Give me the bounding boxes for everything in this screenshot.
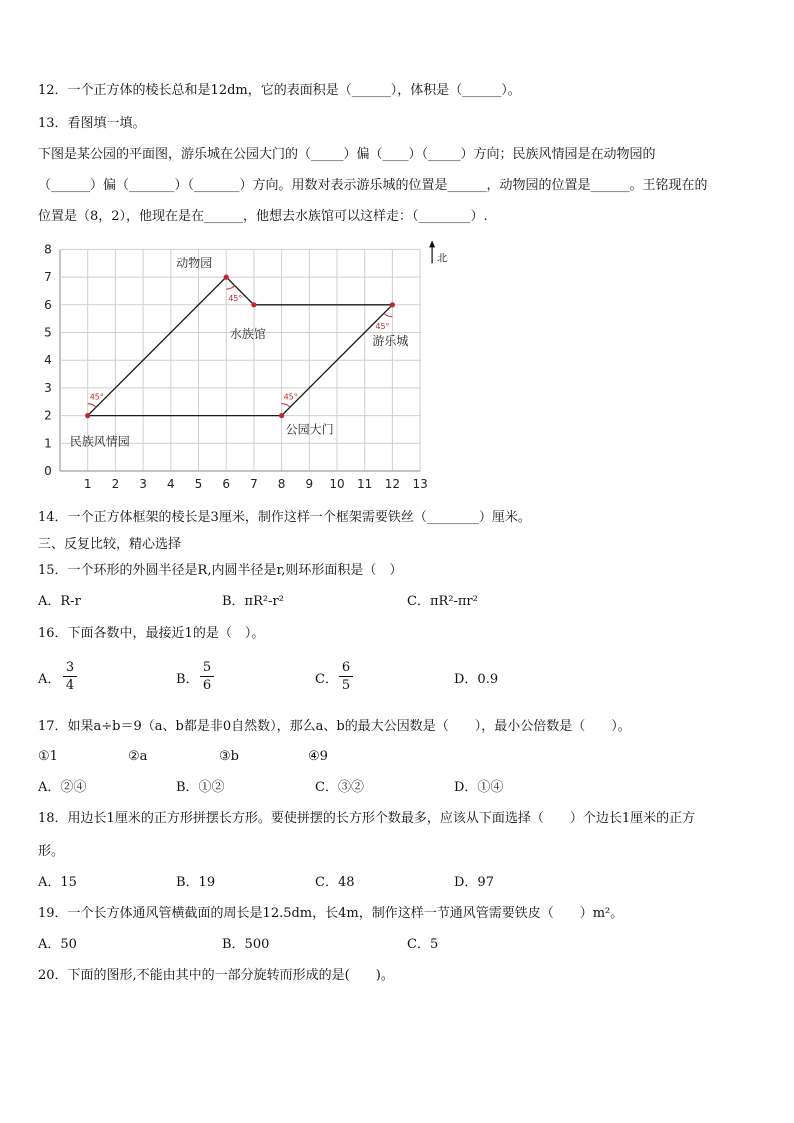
angle-arc	[88, 404, 97, 408]
angle-label: 45°	[375, 321, 390, 331]
q15-option-c[interactable]: C．πR²-πr²	[407, 594, 478, 609]
x-tick-label: 6	[222, 477, 231, 491]
q17-option-a[interactable]: A．②④	[38, 780, 87, 795]
fraction-numerator: 5	[202, 660, 212, 675]
question-14: 14．一个正方体框架的棱长是3厘米，制作这样一个框架需要铁丝（________）厘米。	[38, 510, 531, 525]
y-tick-label: 8	[44, 242, 52, 257]
location-point	[279, 413, 284, 418]
question-16: 16．下面各数中，最接近1的是（ ）。	[38, 626, 265, 641]
fraction-denominator: 5	[341, 678, 351, 693]
x-tick-label: 4	[166, 477, 175, 491]
y-tick-label: 4	[44, 353, 52, 368]
location-label: 公园大门	[285, 422, 334, 437]
question-20: 20．下面的图形,不能由其中的一部分旋转而形成的是( )。	[38, 968, 394, 983]
question-13-line-1: 下图是某公园的平面图，游乐城在公园大门的（_____）偏（____）（_____）方向；民族风情园是在动物园的	[38, 147, 656, 162]
q17-item-3: ③b	[219, 749, 239, 764]
question-15: 15．一个环形的外圆半径是R,内圆半径是r,则环形面积是（ ）	[38, 563, 403, 578]
q16-option-d[interactable]: D．0.9	[454, 672, 499, 687]
section-3-heading: 三、反复比较，精心选择	[38, 537, 182, 552]
x-tick-label: 1	[83, 477, 92, 491]
q18-option-a[interactable]: A．15	[38, 875, 77, 890]
fraction-numerator: 6	[341, 660, 351, 675]
q18-option-d[interactable]: D．97	[454, 875, 494, 890]
q17-item-2: ②a	[128, 749, 148, 764]
angle-label: 45°	[89, 392, 104, 402]
x-tick-label: 12	[384, 477, 401, 491]
angle-label: 45°	[228, 294, 243, 304]
question-12: 12．一个正方体的棱长总和是12dm，它的表面积是（______），体积是（______）。	[38, 83, 521, 98]
y-tick-label: 3	[44, 380, 52, 395]
q19-option-c[interactable]: C．5	[407, 937, 439, 952]
y-tick-label: 7	[44, 270, 52, 285]
angle-arc	[226, 286, 235, 290]
question-18-line-2: 形。	[38, 844, 65, 859]
north-label: 北	[437, 253, 448, 265]
q18-option-c[interactable]: C．48	[315, 875, 355, 890]
x-tick-label: 10	[329, 477, 345, 491]
location-label: 民族风情园	[69, 434, 130, 449]
question-13-title: 13．看图填一填。	[38, 116, 146, 131]
y-tick-label: 6	[44, 297, 52, 312]
location-label: 动物园	[176, 256, 213, 271]
location-point	[85, 413, 90, 418]
question-18-line-1: 18．用边长1厘米的正方形拼摆长方形。要使拼摆的长方形个数最多，应该从下面选择（ ）个边长1厘米的正方	[38, 811, 696, 826]
location-label: 水族馆	[229, 326, 266, 341]
q16-option-b-fraction	[200, 660, 214, 693]
q17-option-d[interactable]: D．①④	[454, 780, 504, 795]
question-17: 17．如果a÷b＝9（a、b都是非0自然数），那么a、b的最大公因数是（ ），最小公倍数是（ ）。	[38, 719, 631, 734]
q15-option-a[interactable]: A．R-r	[38, 594, 81, 609]
location-point	[224, 275, 229, 280]
location-point	[251, 302, 256, 307]
q16-option-a-label[interactable]: A．	[38, 672, 61, 687]
q17-item-4: ④9	[308, 749, 328, 764]
question-19: 19．一个长方体通风管横截面的周长是12.5dm，长4m，制作这样一节通风管需要铁皮（ ）m²。	[38, 906, 624, 921]
y-tick-label: 0	[44, 464, 52, 478]
q19-option-b[interactable]: B．500	[222, 937, 270, 952]
location-label: 游乐城	[372, 333, 409, 348]
q16-option-c-label[interactable]: C．	[315, 672, 338, 687]
q17-option-c[interactable]: C．③②	[315, 780, 364, 795]
q19-option-a[interactable]: A．50	[38, 937, 77, 952]
x-tick-label: 9	[305, 477, 314, 491]
angle-arc	[282, 404, 291, 408]
location-point	[390, 302, 395, 307]
y-tick-label: 2	[44, 408, 52, 423]
q16-option-a-fraction	[63, 660, 77, 693]
north-arrow-icon	[429, 240, 435, 247]
q18-option-b[interactable]: B．19	[176, 875, 216, 890]
question-13-line-2: （______）偏（_______）（_______）方向。用数对表示游乐城的位置是______，动物园的位置是______。王铭现在的	[38, 178, 708, 193]
fraction-numerator: 3	[65, 660, 75, 675]
fraction-denominator: 6	[202, 678, 212, 693]
x-tick-label: 7	[250, 477, 258, 491]
angle-arc	[384, 313, 393, 317]
q17-item-1: ①1	[38, 749, 58, 764]
q17-option-b[interactable]: B．①②	[176, 780, 225, 795]
x-tick-label: 11	[357, 477, 373, 491]
x-tick-label: 3	[139, 477, 147, 491]
x-tick-label: 2	[111, 477, 120, 491]
q16-option-c-fraction	[339, 660, 353, 693]
q16-option-b-label[interactable]: B．	[176, 672, 199, 687]
fraction-denominator: 4	[65, 678, 75, 693]
x-tick-label: 13	[412, 477, 428, 491]
x-tick-label: 8	[277, 477, 286, 491]
q15-option-b[interactable]: B．πR²-r²	[222, 594, 284, 609]
x-tick-label: 5	[194, 477, 203, 491]
y-tick-label: 5	[44, 325, 52, 340]
y-tick-label: 1	[44, 436, 52, 451]
angle-label: 45°	[283, 392, 298, 402]
question-13-line-3: 位置是（8，2），他现在是在______，他想去水族馆可以这样走：（________）.	[38, 209, 488, 224]
